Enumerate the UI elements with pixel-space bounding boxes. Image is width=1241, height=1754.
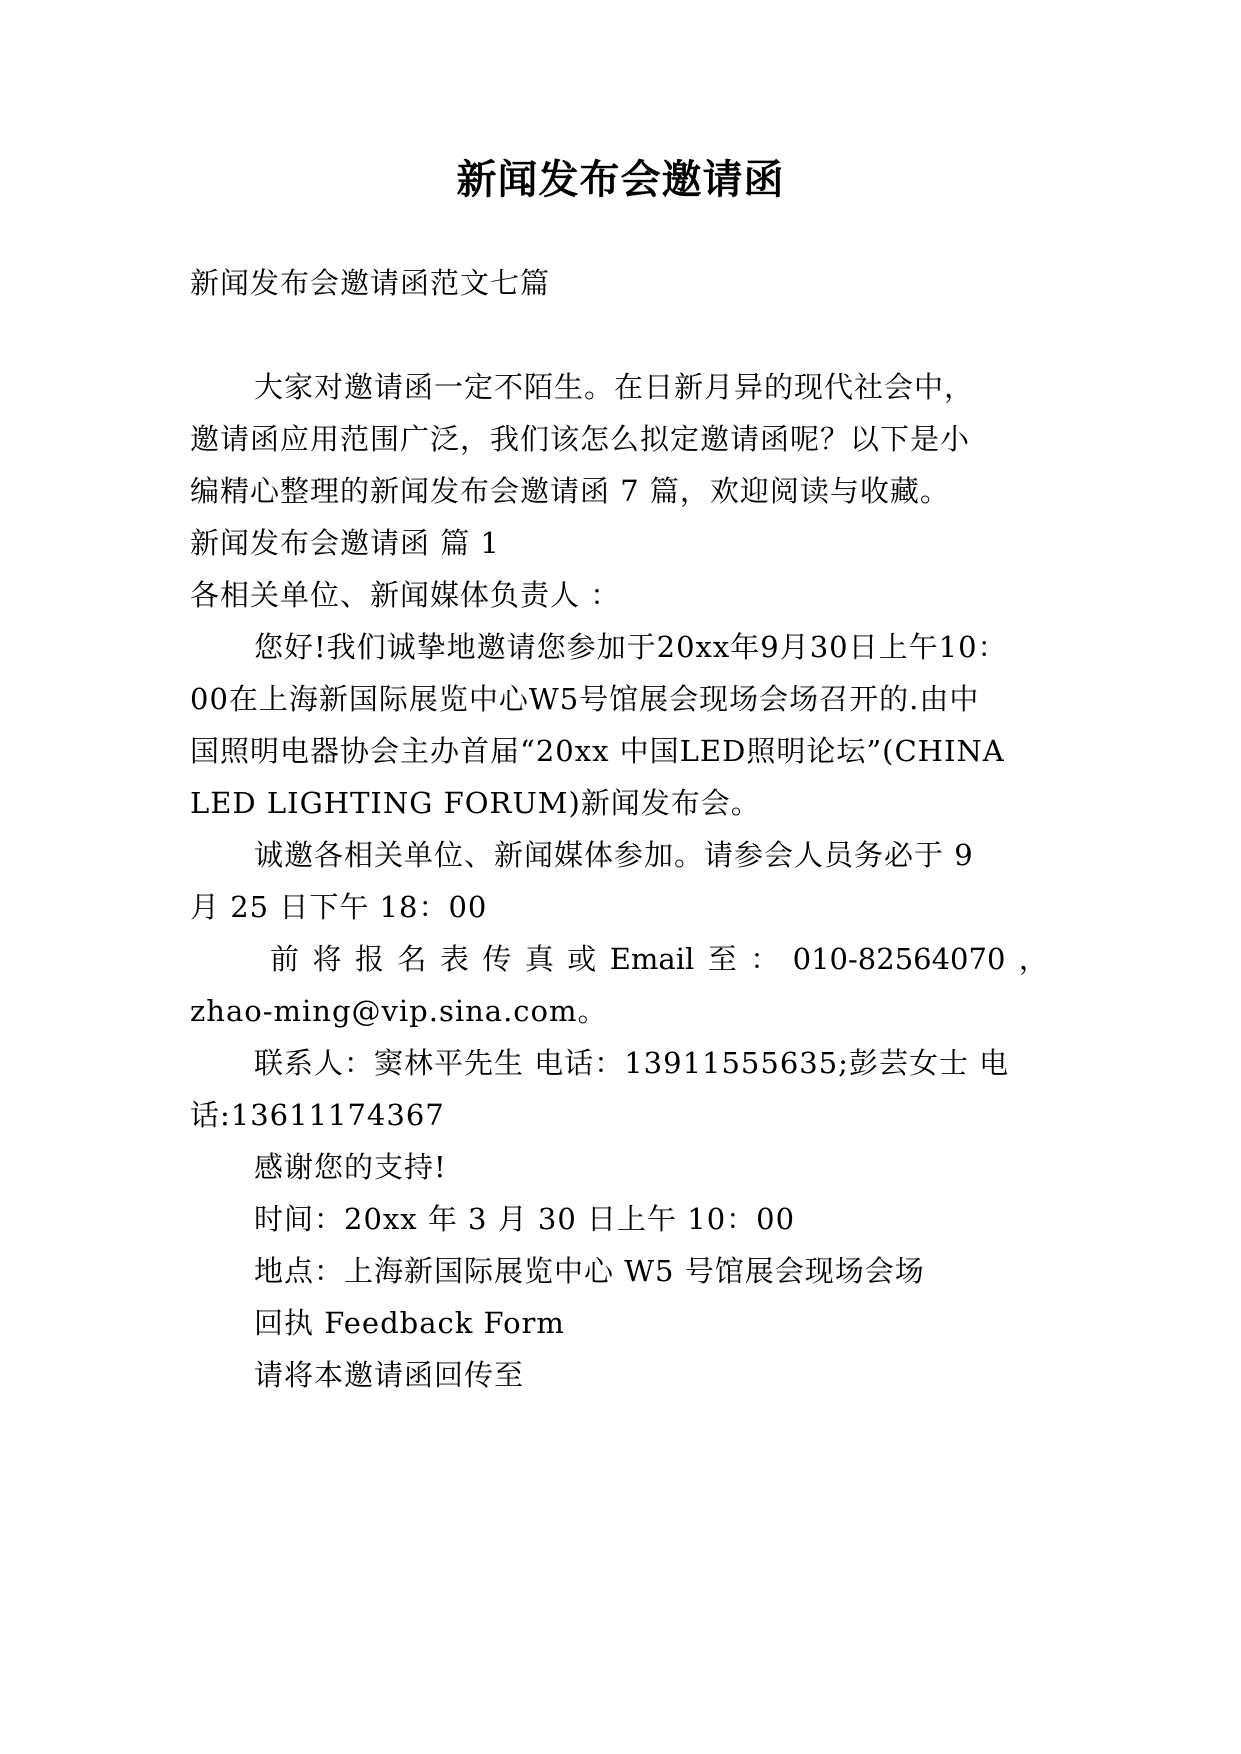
para3-line-2: zhao-ming@vip.sina.com。 xyxy=(190,994,608,1028)
para1-line-4: LED LIGHTING FORUM)新闻发布会。 xyxy=(190,786,761,820)
para3-token: 报 xyxy=(354,942,384,976)
para3-token: Email xyxy=(609,942,695,976)
time-line: 时间：20xx 年 3 月 30 日上午 10：00 xyxy=(254,1202,796,1236)
document-title: 新闻发布会邀请函 xyxy=(456,156,785,203)
intro-line-1: 大家对邀请函一定不陌生。在日新月异的现代社会中， xyxy=(254,370,975,404)
document-subtitle: 新闻发布会邀请函范文七篇 xyxy=(190,266,551,300)
para3-line-1 xyxy=(270,938,1048,980)
para3-token: ， xyxy=(1018,942,1048,976)
para3-token: 表 xyxy=(439,942,469,976)
contact-line-2: 话:13611174367 xyxy=(190,1098,445,1132)
para3-token: 或 xyxy=(567,942,597,976)
para3-token: 将 xyxy=(312,942,342,976)
para2-line-2: 月 25 日下午 18：00 xyxy=(190,890,488,924)
para3-token: 传 xyxy=(482,942,512,976)
para3-token: 名 xyxy=(397,942,427,976)
intro-line-2: 邀请函应用范围广泛，我们该怎么拟定邀请函呢？以下是小 xyxy=(190,422,971,456)
thanks-line: 感谢您的支持! xyxy=(254,1150,447,1184)
para1-line-2: 00在上海新国际展览中心W5号馆展会现场会场召开的.由中 xyxy=(190,682,980,716)
para1-line-1: 您好!我们诚挚地邀请您参加于20xx年9月30日上午10： xyxy=(254,630,1008,664)
intro-line-3: 编精心整理的新闻发布会邀请函 7 篇，欢迎阅读与收藏。 xyxy=(190,474,950,508)
para3-token: ： xyxy=(750,942,780,976)
para3-token: 前 xyxy=(270,942,300,976)
return-line: 请将本邀请函回传至 xyxy=(254,1358,525,1392)
para3-token: 至 xyxy=(707,942,737,976)
para3-token: 010-82564070 xyxy=(792,942,1006,976)
place-line: 地点：上海新国际展览中心 W5 号馆展会现场会场 xyxy=(254,1254,925,1288)
section-heading: 新闻发布会邀请函 篇 1 xyxy=(190,526,500,560)
feedback-line: 回执 Feedback Form xyxy=(254,1306,565,1340)
para1-line-3: 国照明电器协会主办首届“20xx 中国LED照明论坛”(CHINA xyxy=(190,734,1005,768)
salutation: 各相关单位、新闻媒体负责人 ： xyxy=(190,578,621,612)
contact-line-1: 联系人：窦林平先生 电话：13911555635;彭芸女士 电 xyxy=(254,1046,1010,1080)
para2-line-1: 诚邀各相关单位、新闻媒体参加。请参会人员务必于 9 xyxy=(254,838,974,872)
para3-token: 真 xyxy=(524,942,554,976)
